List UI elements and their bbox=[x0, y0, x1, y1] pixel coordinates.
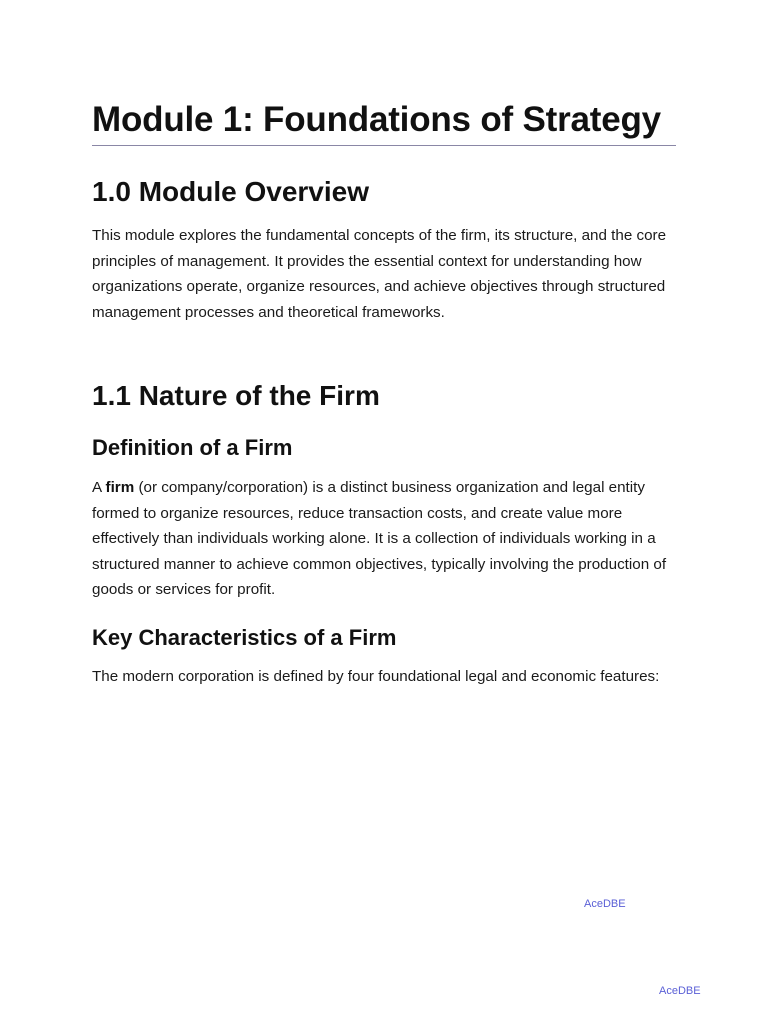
subheading-definition: Definition of a Firm bbox=[92, 435, 293, 460]
watermark-text-footer: AceDBE bbox=[659, 985, 701, 997]
overview-paragraph: This module explores the fundamental concepts of the firm, its structure, and the core principles of management. It provides the essential context for understanding how organizations operate, organize resources, and achieve objectives through structured management processes and theoretical frameworks. bbox=[92, 227, 667, 321]
section-heading-overview: 1.0 Module Overview bbox=[92, 176, 369, 207]
page-title: Module 1: Foundations of Strategy bbox=[92, 100, 661, 139]
definition-paragraph bbox=[92, 475, 680, 603]
definition-prefix: A bbox=[92, 479, 106, 496]
subheading-key-characteristics: Key Characteristics of a Firm bbox=[92, 625, 397, 650]
definition-term: firm bbox=[105, 479, 135, 496]
definition-text: (or company/corporation) is a distinct business organization and legal entity formed to organize resources, reduce transaction costs, and create value more effectively than individuals working alone. It is a collection of individuals working in a structured manner to achieve common objectives, typically involving the production of goods or services for profit. bbox=[92, 479, 667, 598]
section-heading-nature-of-firm: 1.1 Nature of the Firm bbox=[92, 380, 380, 411]
watermark-text: AceDBE bbox=[584, 898, 626, 910]
characteristics-paragraph: The modern corporation is defined by four foundational legal and economic features: bbox=[92, 668, 660, 685]
title-divider bbox=[92, 145, 676, 146]
